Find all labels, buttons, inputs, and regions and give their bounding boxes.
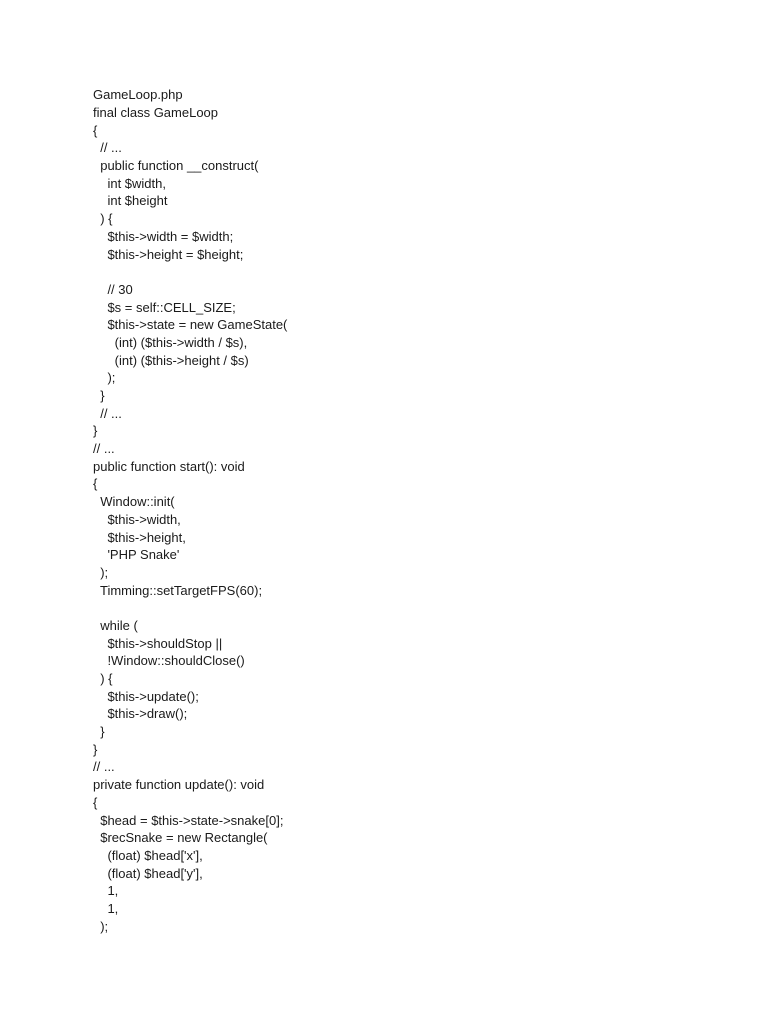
code-line: public function start(): void — [93, 458, 245, 474]
code-line: 1, — [93, 900, 119, 916]
code-line: $s = self::CELL_SIZE; — [93, 299, 236, 315]
code-line: // 30 — [93, 281, 133, 297]
code-line: while ( — [93, 617, 138, 633]
code-line: ) { — [93, 211, 113, 227]
code-line — [93, 263, 713, 281]
code-line: Window::init( — [93, 494, 175, 510]
code-line: // ... — [93, 759, 115, 775]
code-line — [93, 599, 713, 617]
code-line: ); — [93, 918, 109, 934]
code-line: 1, — [93, 883, 119, 899]
code-line: } — [93, 724, 105, 740]
code-line: // ... — [93, 441, 115, 457]
code-line: $this->width = $width; — [93, 228, 234, 244]
code-line: $recSnake = new Rectangle( — [93, 830, 268, 846]
code-line: $head = $this->state->snake[0]; — [93, 812, 284, 828]
code-line: { — [93, 476, 98, 492]
code-line: { — [93, 794, 98, 810]
code-line: (int) ($this->height / $s) — [93, 352, 249, 368]
code-line: $this->height, — [93, 529, 186, 545]
code-line: $this->shouldStop || — [93, 635, 223, 651]
code-line: int $height — [93, 193, 168, 209]
code-line: } — [93, 423, 98, 439]
code-line: public function __construct( — [93, 158, 259, 174]
code-line: ); — [93, 564, 109, 580]
code-line: $this->width, — [93, 511, 181, 527]
code-line: // ... — [93, 405, 122, 421]
file-name: GameLoop.php — [93, 87, 183, 102]
code-line: Timming::setTargetFPS(60); — [93, 582, 263, 598]
code-line: !Window::shouldClose() — [93, 653, 245, 669]
code-line: final class GameLoop — [93, 105, 219, 120]
code-line: ); — [93, 370, 116, 386]
code-line: (int) ($this->width / $s), — [93, 334, 248, 350]
code-line: { — [93, 122, 98, 138]
code-line: (float) $head['y'], — [93, 865, 203, 881]
code-line: int $width, — [93, 175, 166, 191]
code-line: 'PHP Snake' — [93, 547, 180, 563]
code-line: } — [93, 741, 98, 757]
code-line: private function update(): void — [93, 777, 265, 793]
code-listing — [93, 104, 713, 935]
code-line: (float) $head['x'], — [93, 847, 203, 863]
code-line: } — [93, 388, 105, 403]
code-line: // ... — [93, 140, 122, 156]
code-line: $this->state = new GameState( — [93, 317, 288, 333]
code-line: $this->update(); — [93, 688, 199, 704]
code-line: $this->draw(); — [93, 706, 188, 722]
code-line: $this->height = $height; — [93, 246, 244, 262]
code-line: ) { — [93, 671, 113, 686]
